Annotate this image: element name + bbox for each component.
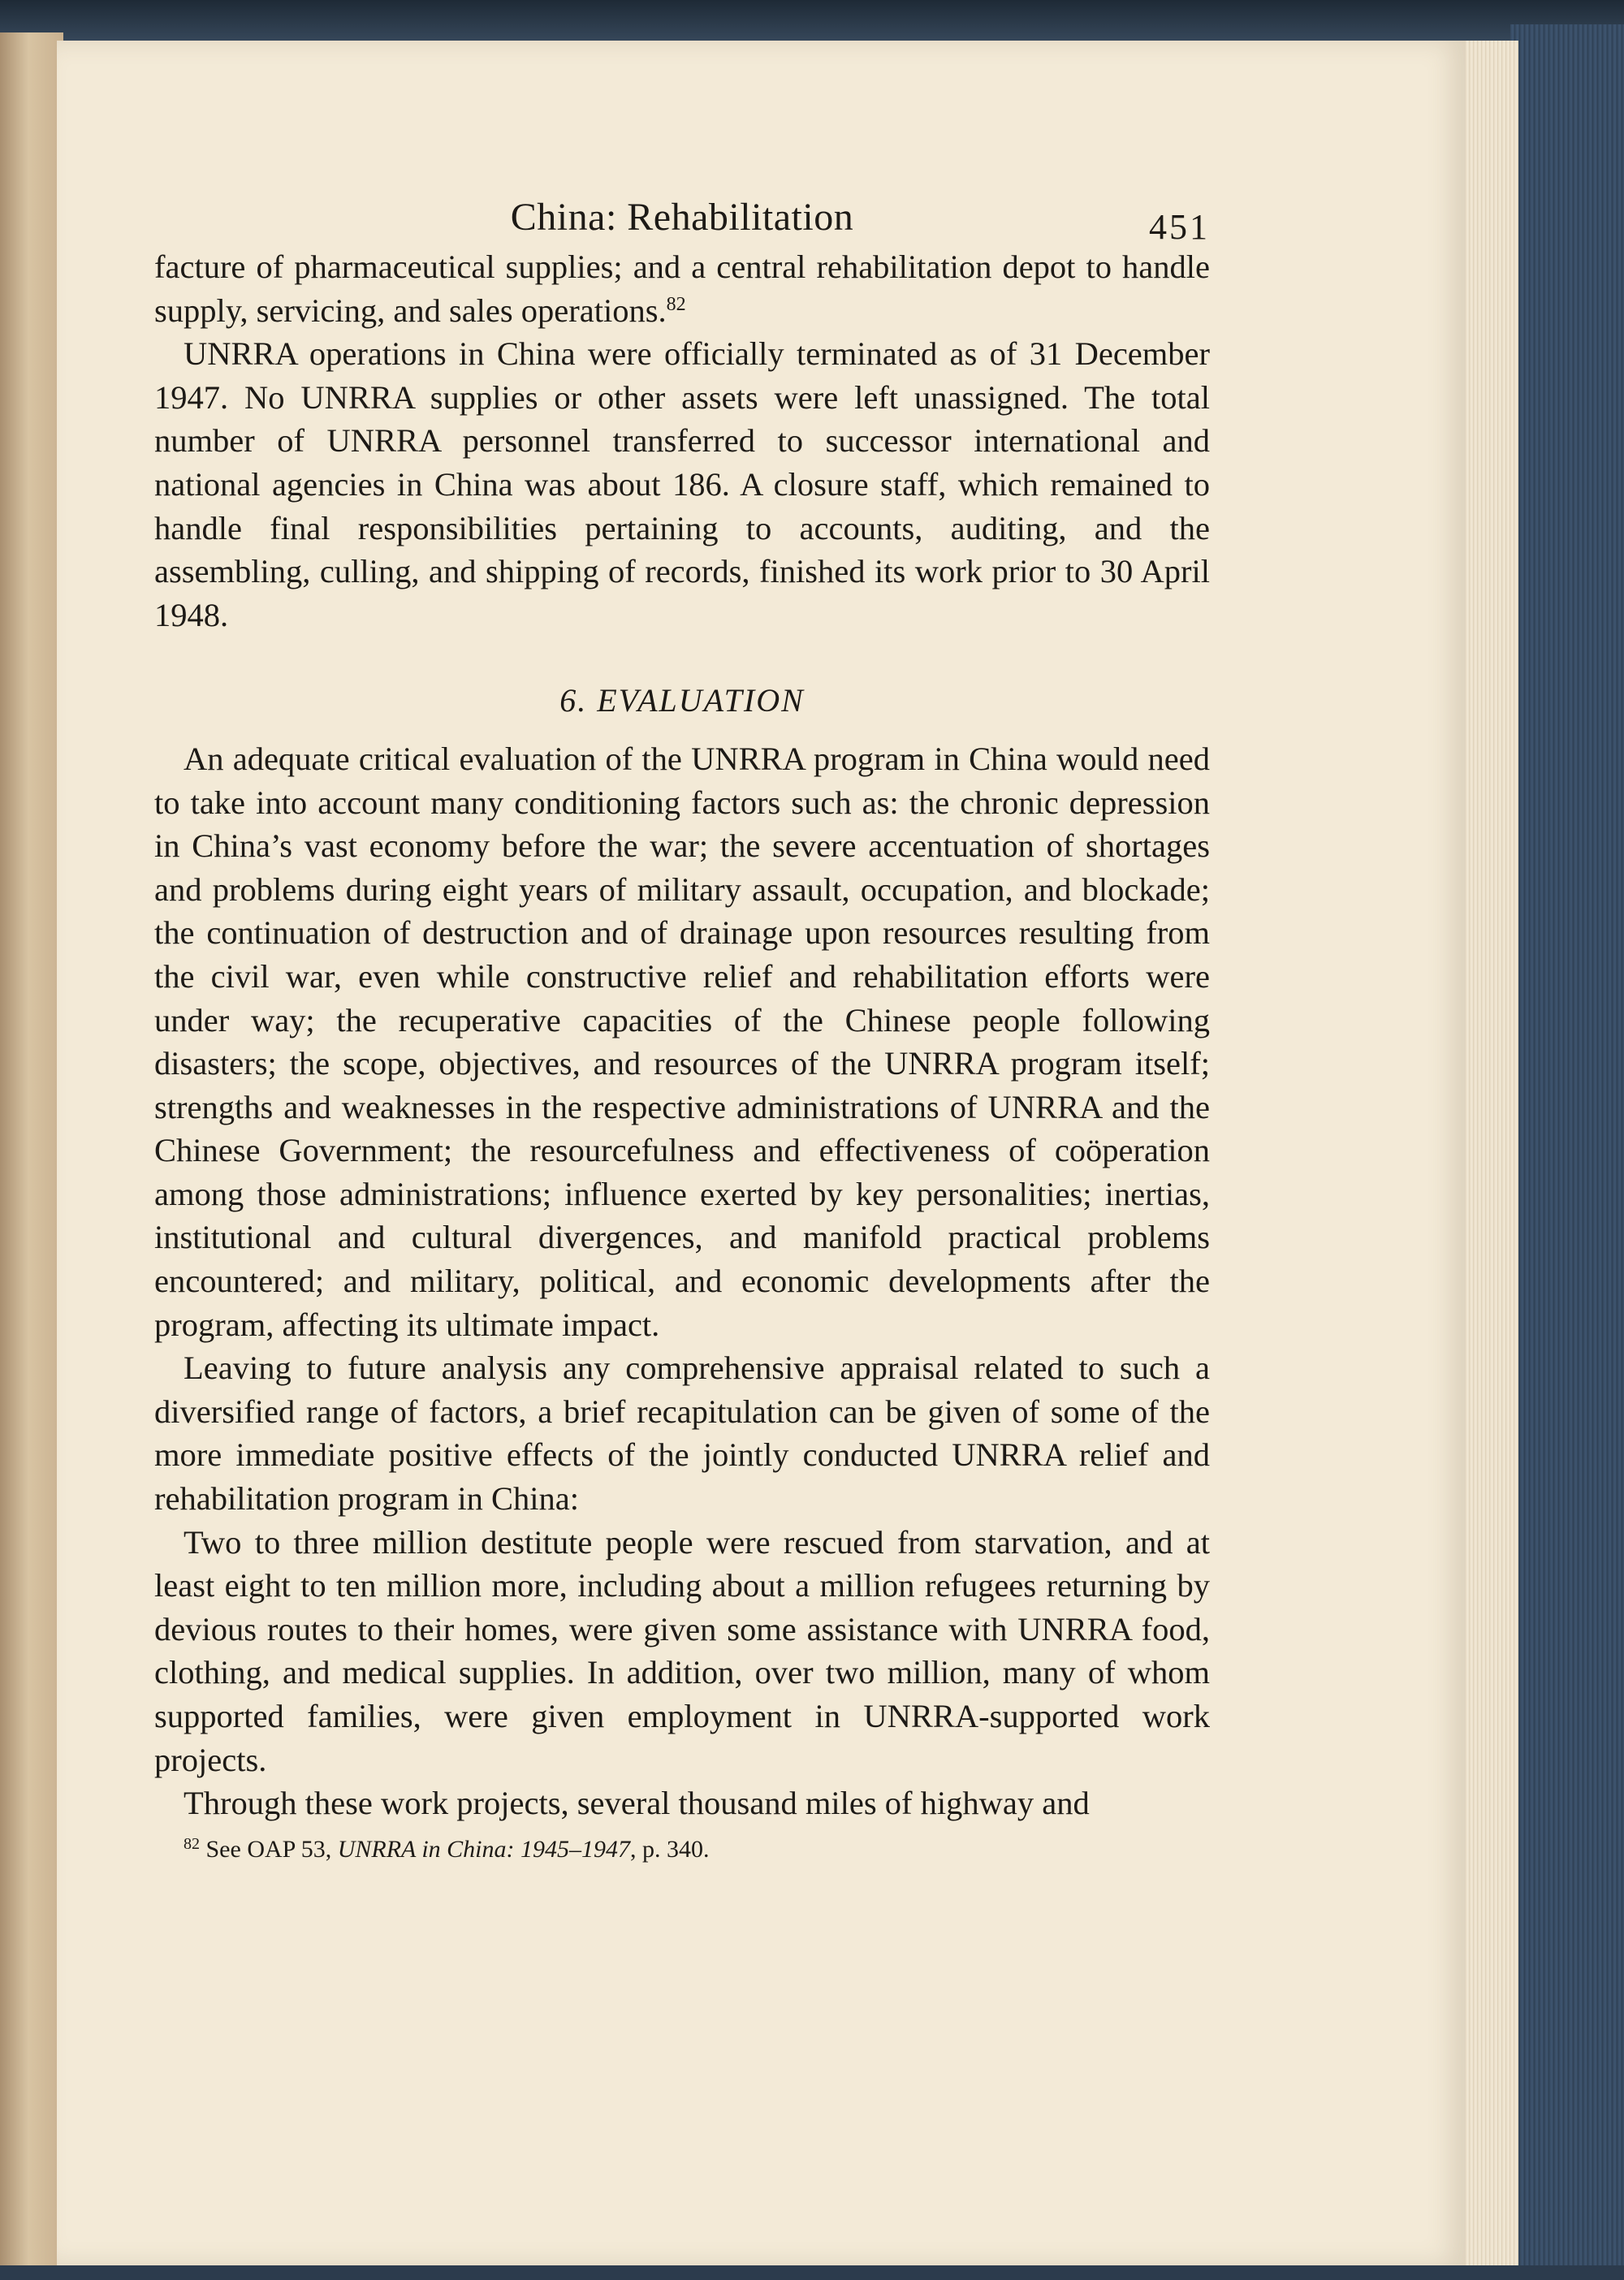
- footnote-prefix: See OAP 53,: [205, 1835, 338, 1863]
- section-heading: 6. EVALUATION: [559, 682, 805, 719]
- page-title: China: Rehabilitation: [510, 196, 854, 239]
- page-body: [154, 245, 1210, 1866]
- footnote-marker: 82: [666, 293, 686, 315]
- footnote-number: 82: [184, 1834, 200, 1853]
- paragraph-1-text: facture of pharmaceutical supplies; and a central rehabilitation depot to handle supply, servicing, and sales operations.: [154, 248, 1210, 329]
- paragraph-5: Two to three million destitute people were rescued from starvation, and at least eight to ten million more, including about a million refugees returning by devious routes to their homes, were given some assistance with UNRRA food, clothing, and medical supplies. In addition, over two million, many of whom supported families, were given employment in UNRRA-supported work projects.: [154, 1523, 1210, 1778]
- running-head: [154, 195, 1210, 252]
- paragraph-1: [154, 245, 1210, 332]
- page-number: 451: [1149, 207, 1210, 247]
- footnote: [154, 1833, 1210, 1866]
- paragraph-4: Leaving to future analysis any comprehensive appraisal related to such a diversified range of factors, a brief recapitulation can be given of some of the more immediate positive effects of the jointly conducted UNRRA relief and rehabilitation program in China:: [154, 1349, 1210, 1518]
- facing-page-edge: [0, 32, 63, 2280]
- paragraph-2: UNRRA operations in China were officially terminated as of 31 December 1947. No UNRRA supplies or other assets were left unassigned. The total number of UNRRA personnel transferred to successor international and national agencies in China was about 186. A closure staff, which remained to handle final responsibilities pertaining to accounts, auditing, and the assembling, culling, and shipping of records, finished its work prior to 30 April 1948.: [154, 335, 1210, 633]
- paragraph-6: Through these work projects, several thousand miles of highway and: [184, 1785, 1090, 1822]
- book-cover: [1510, 24, 1624, 2280]
- bottom-edge: [0, 2265, 1624, 2280]
- footnote-title: UNRRA in China: 1945–1947: [337, 1835, 630, 1863]
- paragraph-3: An adequate critical evaluation of the UNRRA program in China would need to take into account many conditioning factors such as: the chronic depression in China’s vast economy before the war; the severe accentuation of shortages and problems during eight years of military assault, occupation, and blockade; the continuation of destruction and of drainage upon resources resulting from the civil war, even while constructive relief and rehabilitation efforts were under way; the recuperative capacities of the Chinese people following disasters; the scope, objectives, and resources of the UNRRA program itself; strengths and weaknesses in the respective administrations of UNRRA and the Chinese Government; the resourcefulness and effectiveness of coöperation among those administrations; influence exerted by key personalities; inertias, institutional and cultural divergences, and manifold practical problems encountered; and military, political, and economic developments after the program, affecting its ultimate impact.: [154, 740, 1210, 1343]
- footnote-suffix: , p. 340.: [630, 1835, 710, 1863]
